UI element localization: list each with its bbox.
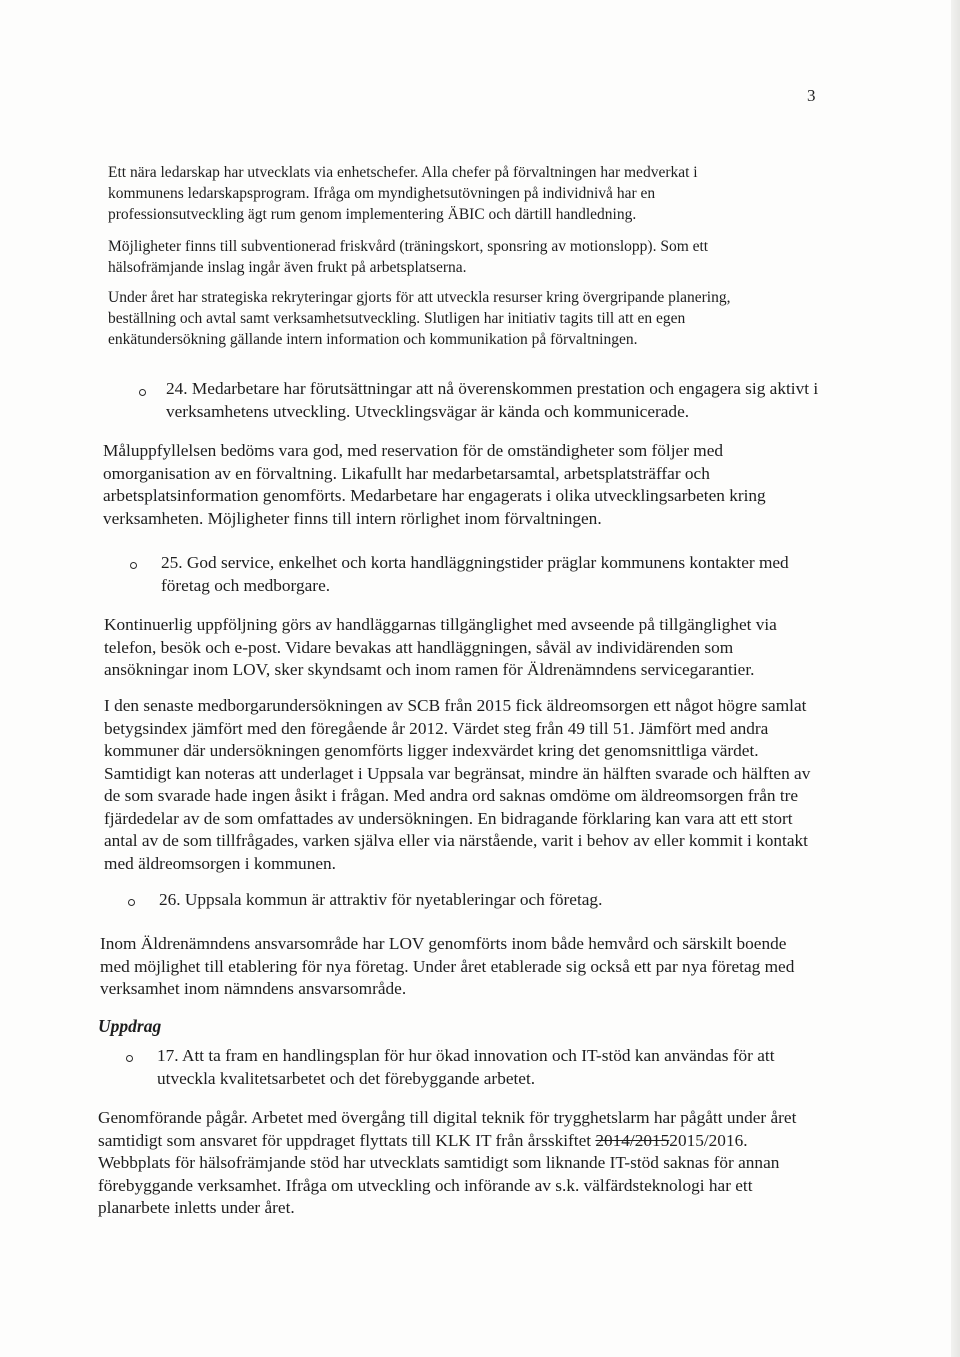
bullet-item-26	[159, 889, 602, 912]
paragraph-goal-fulfilment	[103, 440, 853, 530]
text-line: utveckla kvalitetsarbetet och det förebyggande arbetet.	[157, 1068, 536, 1088]
text-line: hälsofrämjande inslag ingår även frukt på arbetsplatserna.	[108, 259, 467, 276]
text-line: Kontinuerlig uppföljning görs av handläggarnas tillgänglighet med avseende på tillgänglighet via	[104, 615, 777, 634]
text-line: enkätundersökning gällande intern information och kommunikation på förvaltningen.	[108, 331, 638, 348]
text-line: verksamhetens utveckling. Utvecklingsvägar är kända och kommunicerade.	[166, 401, 690, 421]
text-line: Måluppfyllelsen bedöms vara god, med reservation för de omständigheter som följer med	[103, 441, 724, 460]
page-number: 3	[807, 86, 816, 105]
text-line: ansökningar inom LOV, sker skyndsamt och inom ramen för Äldrenämndens servicegarantier.	[104, 660, 755, 679]
bullet-icon	[130, 562, 137, 569]
text-line: Möjligheter finns till subventionerad friskvård (träningskort, sponsring av motionslopp). Som ett	[108, 238, 709, 255]
text-line: med möjlighet till etablering för nya företag. Under året etablerade sig också ett par nya företag med	[100, 956, 795, 976]
bullet-item-17	[157, 1045, 775, 1090]
struck-text: 2014/2015	[595, 1130, 670, 1150]
text-line: kommuner där undersökningen genomförts ligger indexvärdet kring det genomsnittliga värdet.	[104, 741, 759, 760]
paragraph-survey	[104, 695, 854, 875]
paragraph-lov	[100, 933, 850, 1001]
text-line: verksamhet inom nämndens ansvarsområde.	[100, 979, 407, 998]
text-line: telefon, besök och e-post. Vidare bevakas att handläggningen, såväl av individärenden som	[104, 637, 734, 657]
text-line: med äldreomsorgen i kommunen.	[104, 853, 336, 873]
text-line: förebyggande verksamhet. Ifråga om utveckling och införande av s.k. välfärdsteknologi har ett	[98, 1175, 753, 1195]
text-line: beställning och avtal samt verksamhetsutveckling. Slutligen har initiativ tagits till att en egen	[108, 310, 686, 327]
bullet-icon	[126, 1055, 133, 1062]
text-line: de som svarade hade ingen åsikt i frågan. Med andra ord saknas omdöme om äldreomsorgen från tre	[104, 786, 799, 805]
text-line: 24. Medarbetare har förutsättningar att nå överenskommen prestation och engagera sig aktivt i	[166, 379, 819, 398]
text-line: arbetsplatsinformation genomförts. Medarbetare har engagerats i olika utvecklingsarbeten kring	[103, 486, 766, 505]
text-segment: 2015/2016.	[669, 1130, 748, 1150]
text-line: Inom Äldrenämndens ansvarsområde har LOV genomförts inom både hemvård och särskilt boende	[100, 934, 787, 953]
text-line: planarbete inletts under året.	[98, 1198, 295, 1217]
text-line: företag och medborgare.	[161, 575, 331, 595]
text-line: Ett nära ledarskap har utvecklats via enhetschefer. Alla chefer på förvaltningen har medverkat i	[108, 164, 698, 181]
text-line: I den senaste medborgarundersökningen av SCB från 2015 fick äldreomsorgen ett något högre samlat	[104, 696, 807, 715]
text-line: Genomförande pågår. Arbetet med övergång till digital teknik för trygghetslarm har pågått under året	[98, 1108, 797, 1127]
bullet-item-25	[161, 552, 789, 597]
text-line: omorganisation av en förvaltning. Likafullt har medarbetarsamtal, arbetsplatsträffar och	[103, 463, 710, 483]
text-line: Under året har strategiska rekryteringar gjorts för att utveckla resurser kring övergripande planering,	[108, 289, 731, 306]
text-line: verksamheten. Möjligheter finns till intern rörlighet inom förvaltningen.	[103, 508, 602, 528]
paragraph-recruitment	[108, 287, 828, 350]
bullet-icon	[128, 899, 135, 906]
text-line: kommunens ledarskapsprogram. Ifråga om myndighetsutövningen på individnivå har en	[108, 185, 656, 202]
scan-edge	[951, 0, 960, 1357]
text-line	[98, 1130, 848, 1153]
text-line: professionsutveckling ägt rum genom implementering ÄBIC och därtill handledning.	[108, 206, 637, 223]
text-line: 26. Uppsala kommun är attraktiv för nyetableringar och företag.	[159, 890, 603, 909]
text-line: fjärdedelar av de som omfattades av undersökningen. En bidragande förklaring kan vara att ett stort	[104, 808, 793, 828]
text-line: 25. God service, enkelhet och korta handläggningstider präglar kommunens kontakter med	[161, 553, 789, 572]
text-line: antal av de som tillfrågades, varken själva eller via närstående, varit i behov av eller kommit i kontakt	[104, 831, 808, 850]
section-heading-uppdrag: Uppdrag	[98, 1016, 162, 1036]
bullet-item-24	[166, 378, 818, 423]
paragraph-followup	[104, 614, 854, 682]
text-line: 17. Att ta fram en handlingsplan för hur ökad innovation och IT-stöd kan användas för att	[157, 1046, 775, 1065]
text-line: Webbplats för hälsofrämjande stöd har utvecklats samtidigt som liknande IT-stöd saknas för annan	[98, 1153, 780, 1172]
text-segment: samtidigt som ansvaret för uppdraget flyttats till KLK IT från årsskiftet	[98, 1130, 596, 1150]
bullet-icon	[139, 389, 146, 396]
text-line: Samtidigt kan noteras att underlaget i Uppsala var begränsat, mindre än hälften svarade och hälften av	[104, 763, 811, 783]
paragraph-wellness	[108, 236, 828, 278]
text-line: betygsindex jämfört med den föregående år 2012. Värdet steg från 49 till 51. Jämfört med andra	[104, 718, 769, 738]
paragraph-leadership	[108, 162, 828, 225]
paragraph-implementation	[98, 1107, 848, 1220]
